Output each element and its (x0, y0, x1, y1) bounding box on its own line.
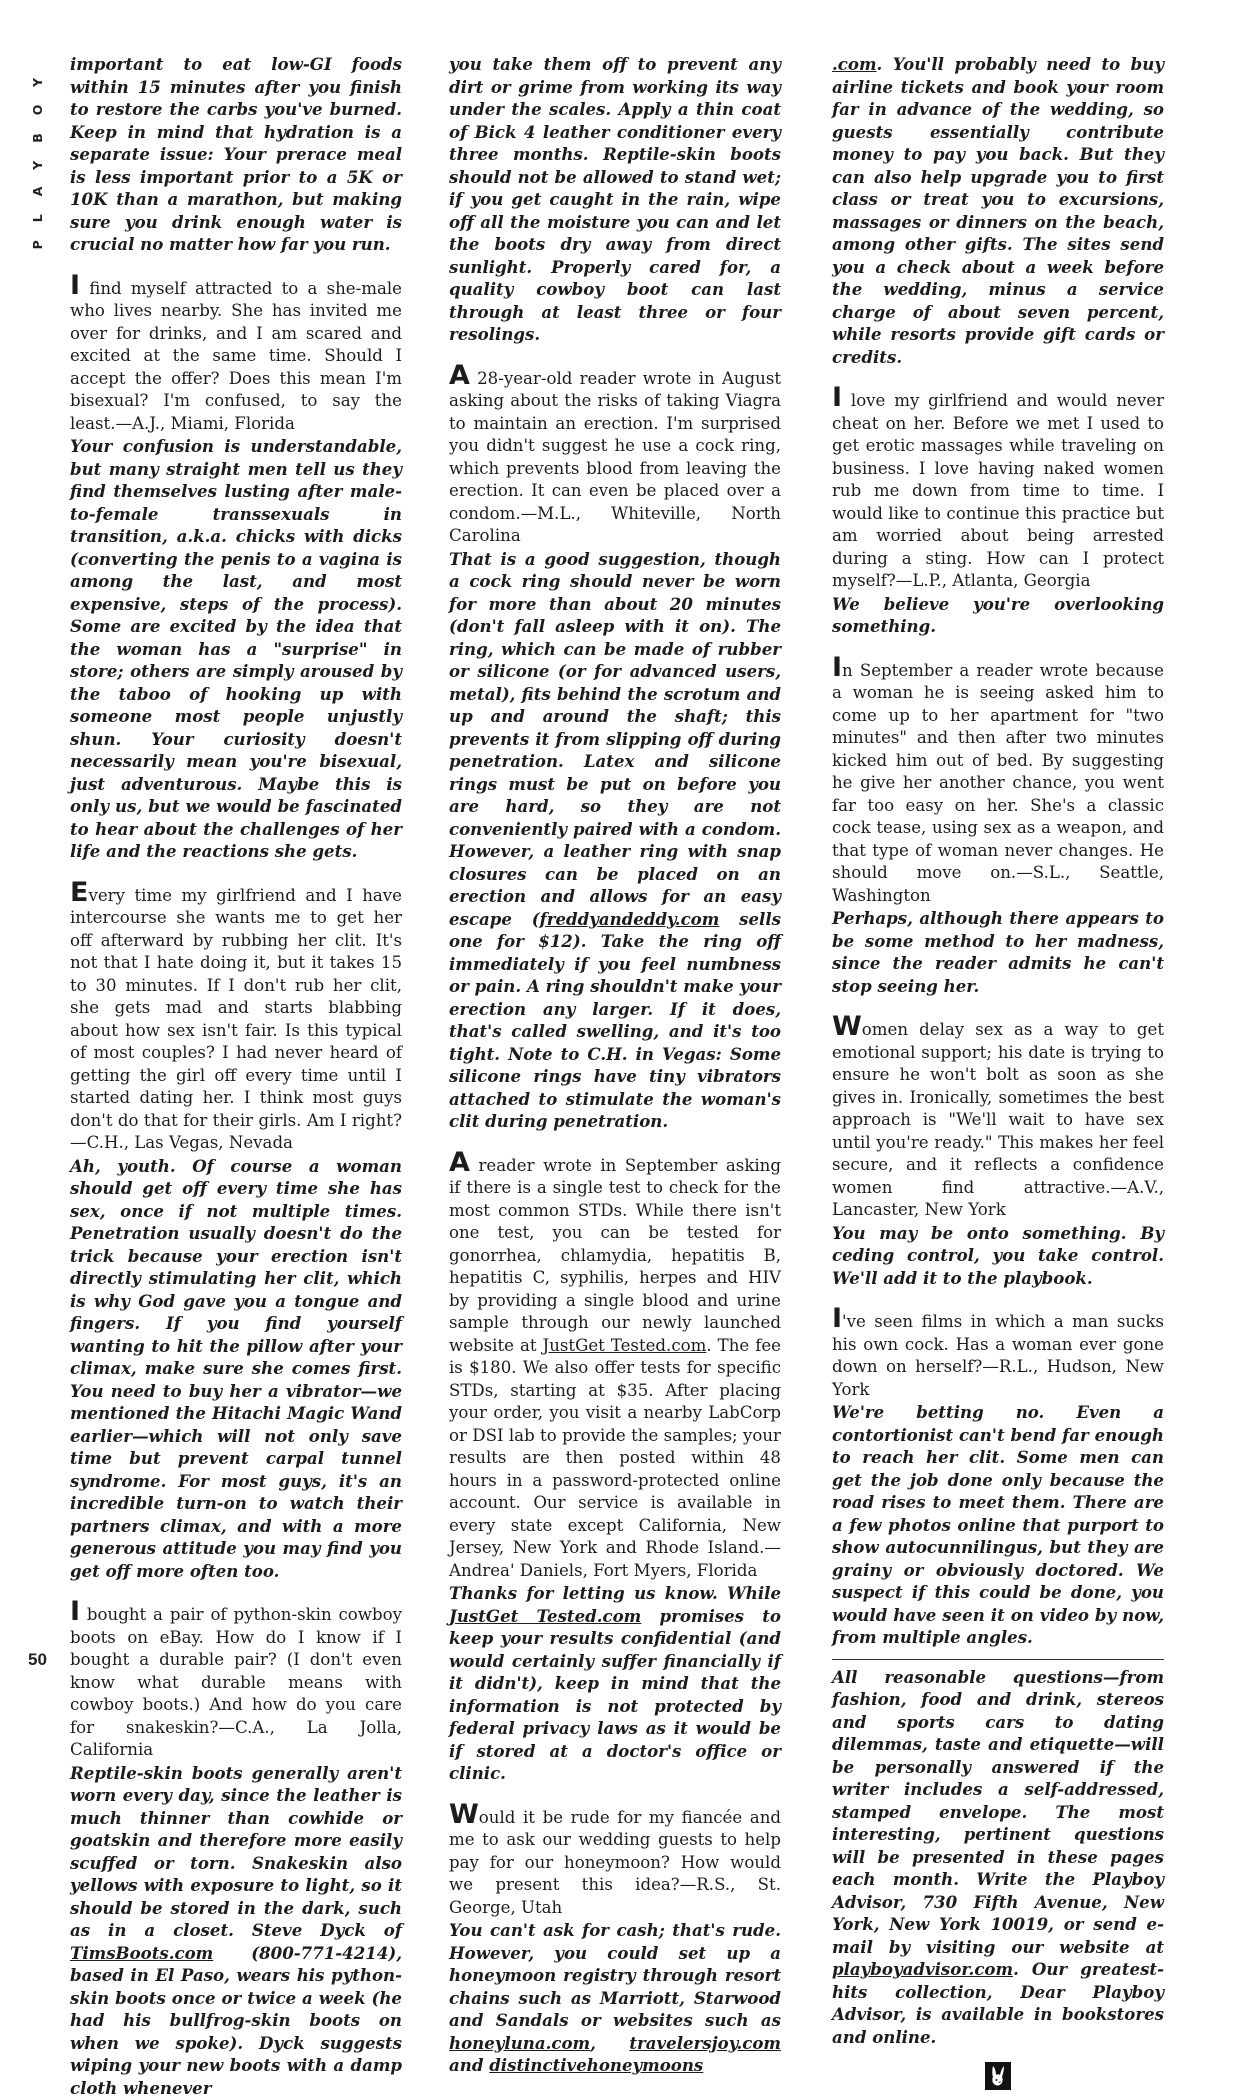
drop-letter: I (70, 1596, 80, 1627)
question-body: bought a pair of python-skin cowboy boots on eBay. How do I know if I bought a durable pair? (I don't even know what durable means with cowboy boots.) And how do you care for snakeskin?—C.A., La Jolla, California (70, 1605, 402, 1759)
question-text (832, 388, 1164, 593)
answer-text (449, 1582, 781, 1785)
question-text (832, 1017, 1164, 1222)
question-text (832, 1309, 1164, 1401)
question-body: find myself attracted to a she-male who lives nearby. She has invited me over for drinks, and I am scared and excited at the same time. Should I accept the offer? Does this mean I'm bisexual? I'm confused, to say the least.—A.J., Miami, Florida (70, 279, 402, 433)
distinctivehoneymoons-link[interactable]: .com (832, 54, 877, 74)
question-body: omen delay sex as a way to get emotional support; his date is trying to ensure he won't bolt as soon as she gives in. Ironically, sometimes the best approach is "We'll wait to have sex until you're ready." This makes her feel secure, and it reflects a confidence women find attractive.—A.V., Lancaster, New York (832, 1020, 1164, 1219)
drop-letter: A (449, 360, 470, 391)
honeyluna-link[interactable]: honeyluna.com (449, 2033, 590, 2053)
question-body: reader wrote in September asking if there is a single test to check for the most common STDs. While there isn't one test, you can be tested for gonorrhea, chlamydia, hepatitis B, hepatitis C, syphilis, herpes and HIV by providing a single blood and urine sample through our newly launched website at (449, 1156, 781, 1355)
question-text (832, 658, 1164, 908)
freddyandeddy-link[interactable]: freddyandeddy.com (540, 909, 720, 929)
answer-text: Perhaps, although there appears to be some method to her madness, since the reader admits he can't stop seeing her. (832, 907, 1164, 997)
page-number: 50 (28, 1650, 47, 1670)
answer-text: important to eat low-GI foods within 15 minutes after you finish to restore the carbs you've burned. Keep in mind that hydration is a separate issue: Your prerace meal is less important prior to a 5K or 10K than a marathon, but making sure you drink enough water is crucial no matter how far you run. (70, 53, 402, 256)
drop-letter: I (832, 1303, 842, 1334)
column-2 (449, 53, 781, 2077)
answer-text (832, 53, 1164, 368)
question-body: . The fee is $180. We also offer tests for specific STDs, starting at $35. After placing your order, you visit a nearby LabCorp or DSI lab to provide the samples; your results are then posted within 48 hours in a password-protected online account. Our service is available in every state except California, New Jersey, New York and Rhode Island.—Andrea' Daniels, Fort Myers, Florida (449, 1336, 781, 1580)
playboyadvisor-link[interactable]: playboyadvisor.com (832, 1959, 1013, 1979)
answer-text: Your confusion is understandable, but many straight men tell us they find themselves lusting after male-to-female transsexuals in transition, a.k.a. chicks with dicks (converting the penis to a vagina is among the last, and most expensive, steps of the process). Some are excited by the idea that the woman has a "surprise" in store; others are simply aroused by the taboo of hooking up with someone most people unjustly shun. Your curiosity doesn't necessarily mean you're bisexual, just adventurous. Maybe this is only us, but we would be fascinated to hear about the challenges of her life and the reactions she gets. (70, 435, 402, 863)
column-3 (832, 53, 1164, 2090)
answer-text: you take them off to prevent any dirt or grime from working its way under the scales. Apply a thin coat of Bick 4 leather conditioner every three months. Reptile-skin boots should not be allowed to stand wet; if you get caught in the rain, wipe off all the moisture you can and let the boots dry away from direct sunlight. Properly cared for, a quality cowboy boot can last through at least three or four resolings. (449, 53, 781, 346)
justgettested-link[interactable]: JustGet Tested.com (543, 1336, 707, 1355)
drop-letter: I (70, 270, 80, 301)
drop-letter: A (449, 1147, 470, 1178)
masthead-vertical: PLAYBOY (30, 60, 45, 249)
drop-letter: E (70, 877, 88, 908)
answer-text (70, 1762, 402, 2099)
drop-letter: W (832, 1011, 862, 1042)
section-divider (832, 1659, 1164, 1660)
question-body: very time my girlfriend and I have intercourse she wants me to get her off afterward by rubbing her clit. It's not that I hate doing it, but it takes 15 to 30 minutes. If I don't rub her clit, she gets mad and starts blabbing about how sex isn't fair. Is this typical of most couples? I had never heard of getting the girl off every time until I started dating her. I think most guys don't do that for their girls. Am I right?—C.H., Las Vegas, Nevada (70, 886, 402, 1153)
drop-letter: I (832, 382, 842, 413)
question-text (70, 883, 402, 1155)
answer-body: and (449, 2055, 489, 2075)
column-1 (70, 53, 402, 2099)
answer-body: , (590, 2033, 629, 2053)
question-body: love my girlfriend and would never cheat on her. Before we met I used to get erotic massages while traveling on business. I love having naked women rub me down from time to time. I would like to continue this practice but am worried about being arrested during a sting. How can I protect myself?—L.P., Atlanta, Georgia (832, 391, 1164, 590)
answer-text: We're betting no. Even a contortionist can't bend far enough to reach her clit. Some men can get the job done only because the road rises to meet them. There are a few photos online that purport to show autocunnilingus, but they are grainy or obviously doctored. We suspect if this could be done, you would have seen it on video by now, from multiple angles. (832, 1401, 1164, 1649)
travelersjoy-link[interactable]: travelersjoy.com (629, 2033, 781, 2053)
answer-text: Ah, youth. Of course a woman should get off every time she has sex, once if not multiple times. Penetration usually doesn't do the trick because your erection isn't directly stimulating her clit, which is why God gave you a tongue and fingers. If you find yourself wanting to hit the pillow after your climax, make sure she comes first. You need to buy her a vibrator—we mentioned the Hitachi Magic Wand earlier—which will not only save time but prevent carpal tunnel syndrome. For most guys, it's an incredible turn-on to watch their partners climax, and with a more generous attitude you may find you get off more often too. (70, 1155, 402, 1583)
drop-letter: W (449, 1799, 479, 1830)
question-text (449, 366, 781, 548)
answer-body: promises to keep your results confidential (and would certainly suffer financially if it didn't), keep in mind that the information is not protected by federal privacy laws as it would be if stored at a doctor's office or clinic. (449, 1606, 781, 1784)
question-body: 've seen films in which a man sucks his own cock. Has a woman ever gone down on herself?—R.L., Hudson, New York (832, 1312, 1164, 1399)
question-text (449, 1805, 781, 1920)
distinctivehoneymoons-link[interactable]: distinctivehoneymoons (489, 2055, 703, 2075)
drop-letter: I (832, 652, 842, 683)
answer-text: We believe you're overlooking something. (832, 593, 1164, 638)
answer-body: You can't ask for cash; that's rude. However, you could set up a honeymoon registry through resort chains such as Marriott, Starwood and Sandals or websites such as (449, 1920, 781, 2030)
answer-body: Reptile-skin boots generally aren't worn every day, since the leather is much thinner than cowhide or goatskin and therefore more easily scuffed or torn. Snakeskin also yellows with exposure to light, so it should be stored in the dark, such as in a closet. Steve Dyck of (70, 1763, 402, 1941)
answer-text: You may be onto something. By ceding control, you take control. We'll add it to the playbook. (832, 1222, 1164, 1290)
question-body: 28-year-old reader wrote in August asking about the risks of taking Viagra to maintain an erection. I'm surprised you didn't suggest he use a cock ring, which prevents blood from leaving the erection. It can even be placed over a condom.—M.L., Whiteville, North Carolina (449, 369, 781, 546)
question-text (70, 1602, 402, 1762)
question-text (449, 1153, 781, 1583)
answer-text (449, 1919, 781, 2077)
submission-note (832, 1666, 1164, 2049)
question-text (70, 276, 402, 436)
timsboots-link[interactable]: TimsBoots.com (70, 1943, 213, 1963)
answer-body: sells one for $12). Take the ring off immediately if you feel numbness or pain. A ring shouldn't make your erection any larger. If it does, that's called swelling, and it's too tight. Note to C.H. in Vegas: Some silicone rings have tiny vibrators attached to stimulate the woman's clit during penetration. (449, 909, 781, 1132)
answer-body: . You'll probably need to buy airline tickets and book your room far in advance of the wedding, so guests essentially contribute money to pay you back. But they can also help upgrade you to first class or treat you to excursions, massages or dinners on the beach, among other gifts. The sites send you a check about a week before the wedding, minus a service charge of about seven percent, while resorts provide gift cards or credits. (832, 54, 1164, 367)
answer-body: Thanks for letting us know. While (449, 1583, 781, 1603)
answer-body: That is a good suggestion, though a cock ring should never be worn for more than about 20 minutes (don't fall asleep with it on). The ring, which can be made of rubber or silicone (or for advanced users, metal), fits behind the scrotum and up and around the shaft; this prevents it from slipping off during penetration. Latex and silicone rings must be put on before you are hard, so they are not conveniently paired with a condom. However, a leather ring with snap closures can be placed on an erection and allows for an easy escape ( (449, 549, 781, 929)
question-body: n September a reader wrote because a woman he is seeing asked him to come up to her apartment for "two minutes" and then after two minutes kicked him out of bed. By suggesting he give her another chance, you went far too easy on her. She's a classic cock tease, using sex as a weapon, and that type of woman never changes. He should move on.—S.L., Seattle, Washington (832, 661, 1164, 905)
answer-body: (800-771-4214), based in El Paso, wears his python-skin boots once or twice a week (he had his bullfrog-skin boots on when we spoke). Dyck suggests wiping your new boots with a damp cloth whenever (70, 1943, 402, 2098)
rabbit-head-icon (985, 2062, 1011, 2090)
submission-note-body: All reasonable questions—from fashion, food and drink, stereos and sports cars to dating dilemmas, taste and etiquette—will be personally answered if the writer includes a self-addressed, stamped envelope. The most interesting, pertinent questions will be presented in these pages each month. Write the Playboy Advisor, 730 Fifth Avenue, New York, New York 10019, or send e-mail by visiting our website at (832, 1667, 1164, 1957)
submission-note-body: . Our greatest-hits collection, Dear Playboy Advisor, is available in bookstores and online. (832, 1959, 1164, 2047)
answer-text (449, 548, 781, 1133)
question-body: ould it be rude for my fiancée and me to ask our wedding guests to help pay for our honeymoon? How would we present this idea?—R.S., St. George, Utah (449, 1808, 781, 1917)
justgettested-link[interactable]: JustGet Tested.com (449, 1606, 641, 1626)
